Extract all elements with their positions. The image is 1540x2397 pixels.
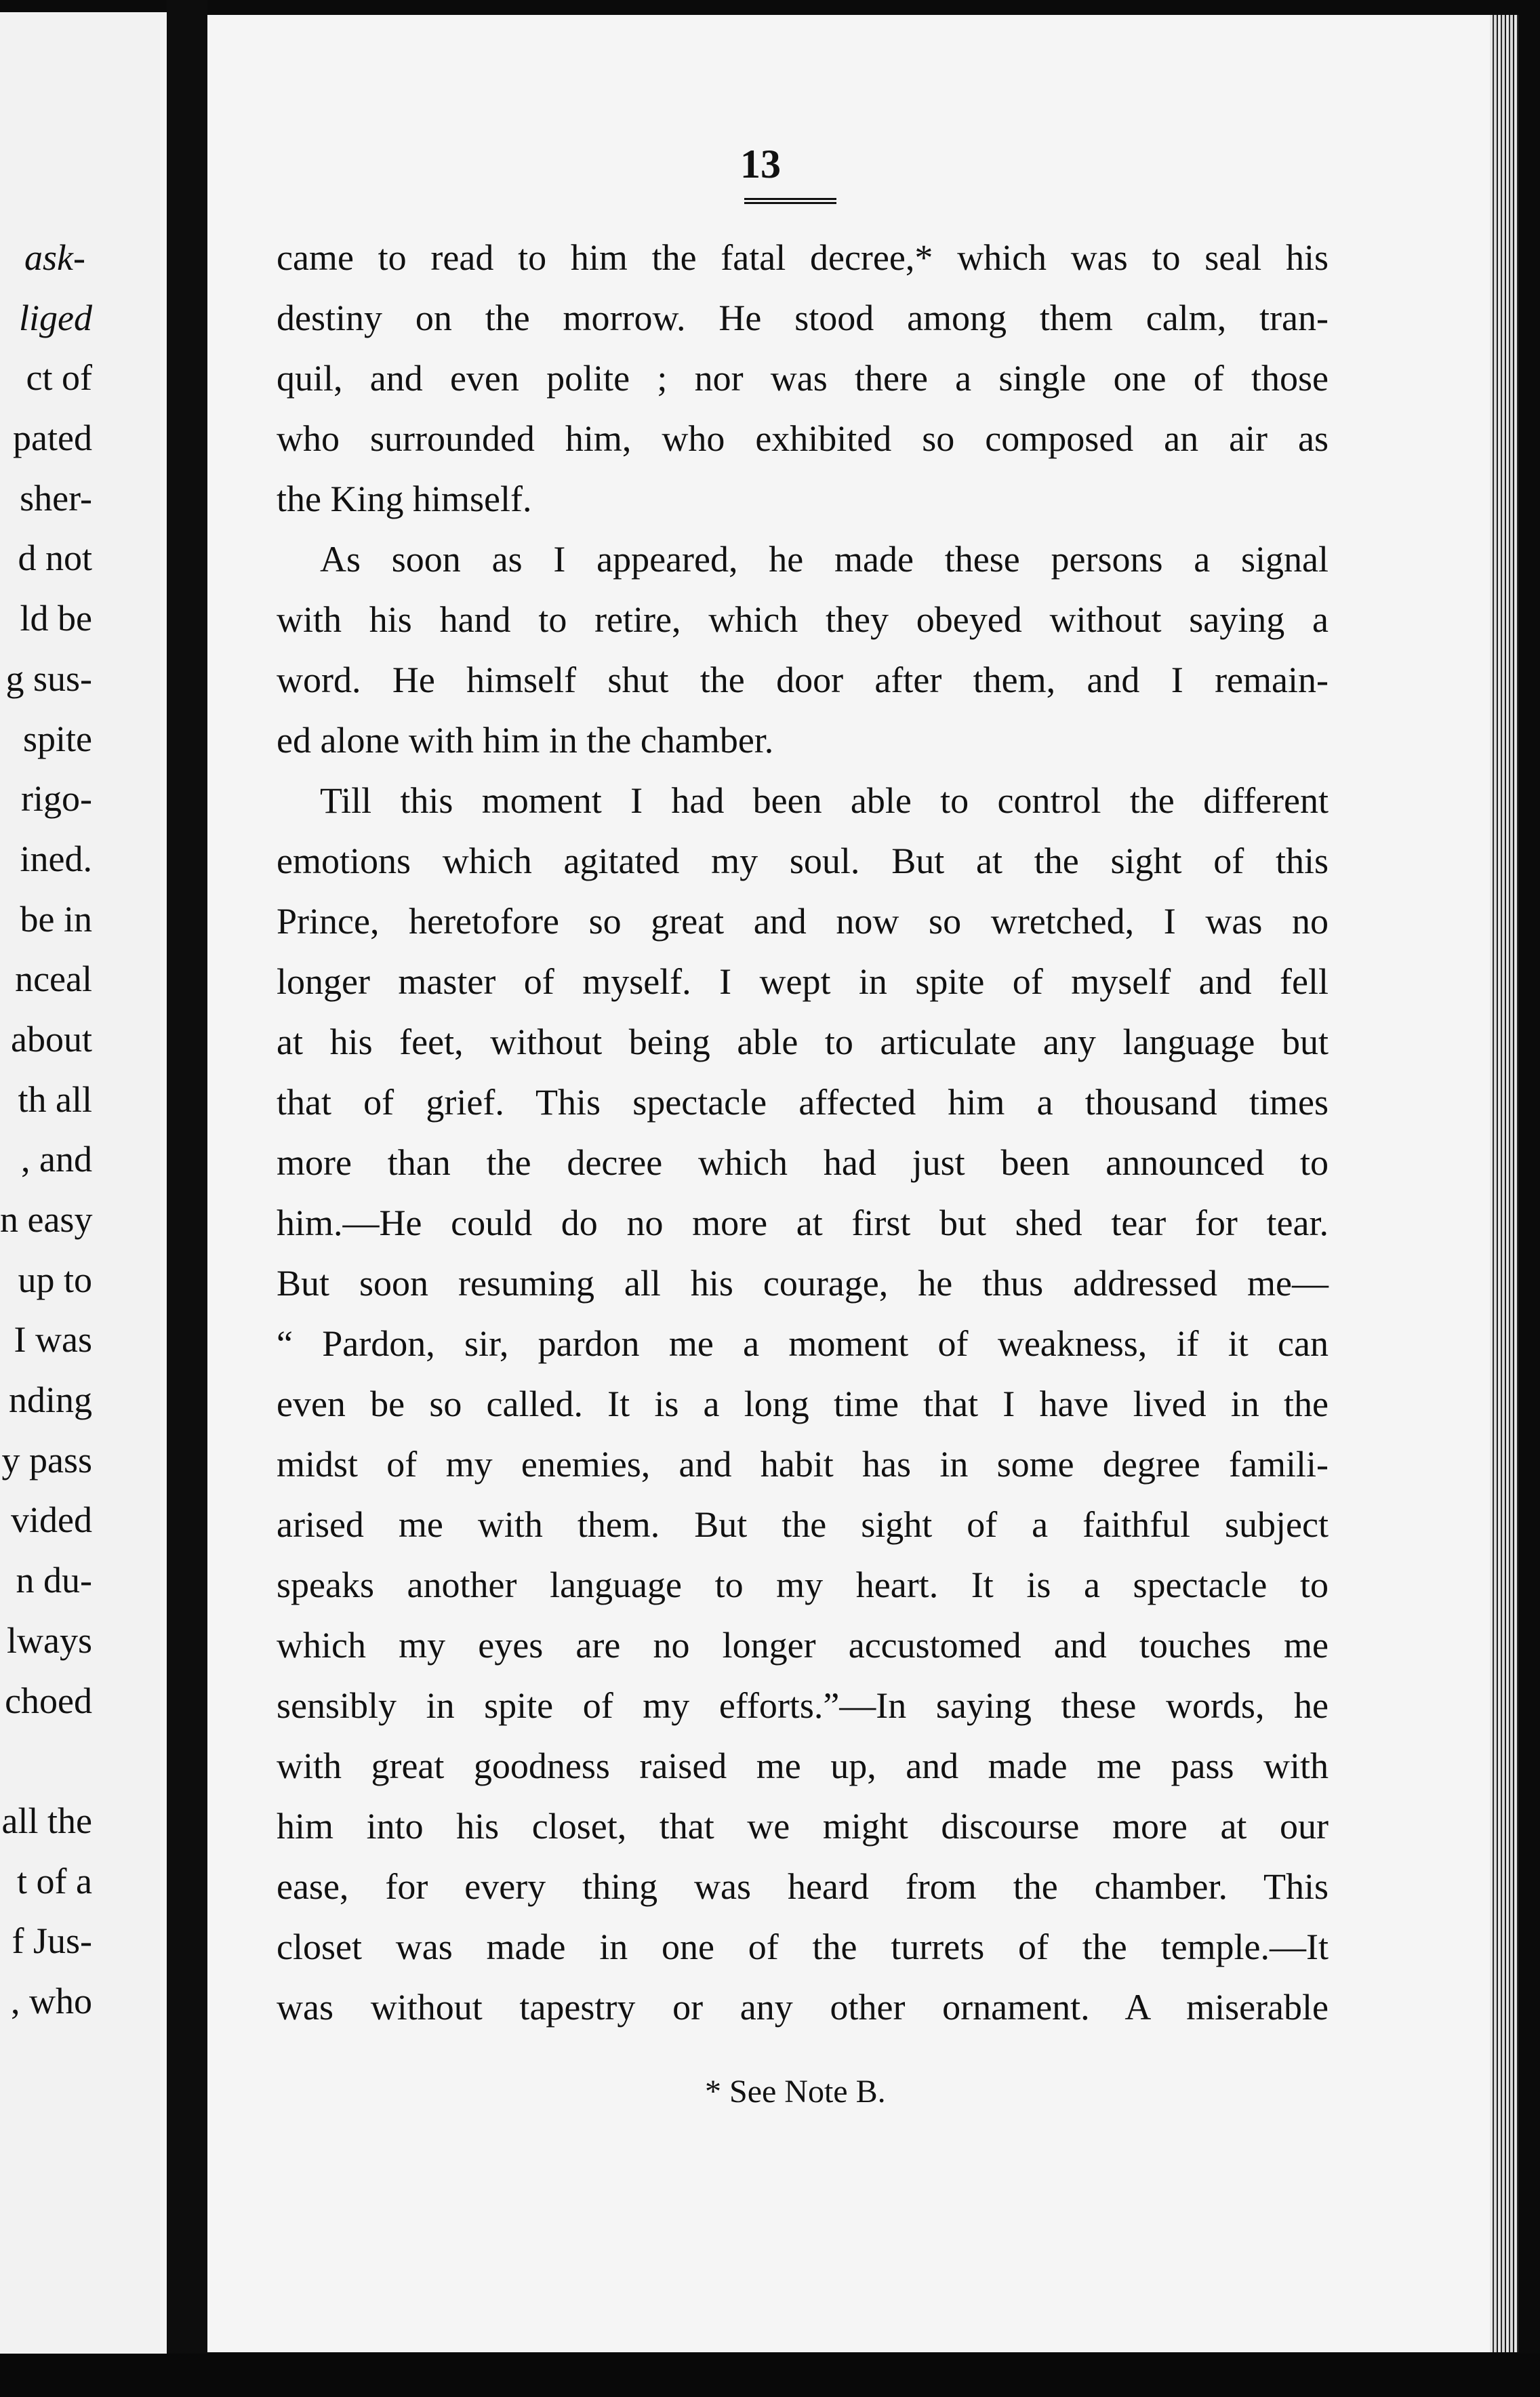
left-fragment-line: ct of xyxy=(26,357,92,399)
left-fragment-line: all the xyxy=(1,1800,92,1841)
text-line: who surrounded him, who exhibited so composed an air as xyxy=(277,418,1329,459)
left-fragment-line: g sus- xyxy=(5,658,92,699)
text-line: longer master of myself. I wept in spite of myself and fell xyxy=(277,961,1329,1002)
left-fragment-line: f Jus- xyxy=(12,1920,92,1962)
page-number-rule xyxy=(744,198,836,204)
text-line: with his hand to retire, which they obeyed without saying a xyxy=(277,599,1329,640)
page-number: 13 xyxy=(740,142,781,186)
text-line: that of grief. This spectacle affected him a thousand times xyxy=(277,1082,1329,1123)
left-fragment-line: , and xyxy=(21,1139,92,1180)
text-line: speaks another language to my heart. It is a spectacle to xyxy=(277,1565,1329,1605)
left-fragment-line: be in xyxy=(20,898,92,940)
left-fragment-line: vided xyxy=(11,1499,92,1541)
left-fragment-line: d not xyxy=(18,538,92,579)
text-line: at his feet, without being able to articulate any language but xyxy=(277,1022,1329,1062)
left-fragment-line xyxy=(0,1731,167,1791)
text-line: more than the decree which had just been announced to xyxy=(277,1142,1329,1183)
left-fragment-line: nceal xyxy=(15,959,92,1000)
text-line: As soon as I appeared, he made these persons a signal xyxy=(320,539,1329,580)
left-fragment-line: nding xyxy=(8,1379,92,1421)
left-fragment-line: choed xyxy=(5,1680,92,1721)
text-line: with great goodness raised me up, and made me pass with xyxy=(277,1746,1329,1786)
text-line: emotions which agitated my soul. But at the sight of this xyxy=(277,841,1329,881)
left-page-text-fragments xyxy=(0,228,167,2032)
left-fragment-line: th all xyxy=(18,1079,92,1120)
left-fragment-line: , who xyxy=(11,1980,92,2021)
left-fragment-line: sher- xyxy=(20,477,92,519)
left-fragment-line: t of a xyxy=(17,1860,92,1901)
text-line: destiny on the morrow. He stood among them calm, tran- xyxy=(277,298,1329,338)
text-line: sensibly in spite of my efforts.”—In saying these words, he xyxy=(277,1685,1329,1726)
body-text xyxy=(277,228,1329,2038)
footnote: * See Note B. xyxy=(705,2074,886,2110)
left-fragment-line: n du- xyxy=(16,1560,92,1601)
left-fragment-line: I was xyxy=(14,1319,92,1361)
left-fragment-line: lways xyxy=(7,1619,92,1661)
left-fragment-line: up to xyxy=(18,1259,92,1300)
text-line: him into his closet, that we might discourse more at our xyxy=(277,1806,1329,1847)
left-page xyxy=(0,12,167,2354)
text-line: him.—He could do no more at first but shed tear for tear. xyxy=(277,1203,1329,1243)
text-line: word. He himself shut the door after them, and I remain- xyxy=(277,660,1329,700)
text-line: even be so called. It is a long time that I have lived in the xyxy=(277,1384,1329,1424)
left-fragment-line: about xyxy=(11,1018,92,1060)
text-line: ease, for every thing was heard from the chamber. This xyxy=(277,1866,1329,1907)
text-line: was without tapestry or any other ornament. A miserable xyxy=(277,1987,1329,2028)
left-fragment-line: n easy xyxy=(0,1199,93,1240)
text-line: came to read to him the fatal decree,* which was to seal his xyxy=(277,237,1329,278)
scan-bottom-border xyxy=(0,2354,1540,2397)
text-line: the King himself. xyxy=(277,479,532,519)
text-line: But soon resuming all his courage, he thus addressed me— xyxy=(277,1263,1329,1304)
text-line: Till this moment I had been able to control the different xyxy=(320,780,1329,821)
book-gutter xyxy=(167,0,207,2397)
text-line: arised me with them. But the sight of a faithful subject xyxy=(277,1504,1329,1545)
left-fragment-line: liged xyxy=(19,297,92,338)
left-fragment-line: ld be xyxy=(20,598,92,639)
text-line: “ Pardon, sir, pardon me a moment of weakness, if it can xyxy=(277,1323,1329,1364)
text-line: Prince, heretofore so great and now so wretched, I was no xyxy=(277,901,1329,942)
left-fragment-line: y pass xyxy=(1,1439,92,1480)
page-edges xyxy=(1490,15,1518,2352)
left-fragment-line: pated xyxy=(13,418,92,459)
left-fragment-line: spite xyxy=(23,718,92,759)
text-line: quil, and even polite ; nor was there a single one of those xyxy=(277,358,1329,399)
text-line: midst of my enemies, and habit has in some degree famili- xyxy=(277,1444,1329,1485)
text-line: ed alone with him in the chamber. xyxy=(277,720,774,761)
left-fragment-line: rigo- xyxy=(21,778,92,820)
text-line: closet was made in one of the turrets of the temple.—It xyxy=(277,1927,1329,1967)
left-fragment-line: ask- xyxy=(24,237,85,278)
left-fragment-line: ined. xyxy=(20,838,92,879)
text-line: which my eyes are no longer accustomed and touches me xyxy=(277,1625,1329,1666)
